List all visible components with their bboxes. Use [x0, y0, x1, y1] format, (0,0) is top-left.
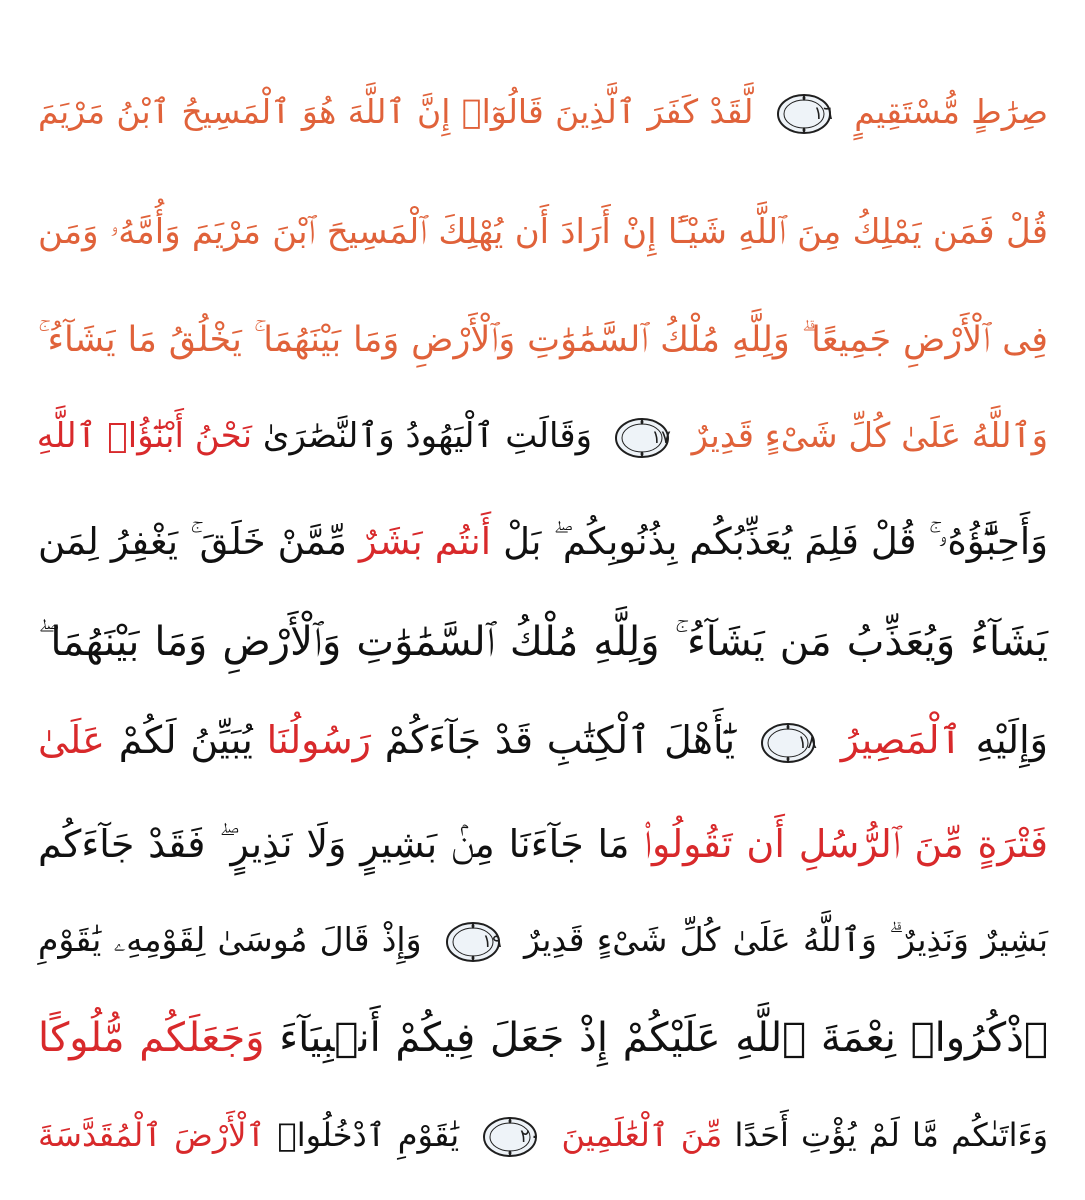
verse-text: يُبَيِّنُ لَكُمْ: [118, 718, 253, 762]
verse-line: [38, 386, 1048, 486]
highlighted-verse-text: أَنتُم بَشَرٌ: [358, 520, 492, 563]
ayah-number: ١٧: [651, 426, 671, 448]
verse-text: لَّقَدْ كَفَرَ ٱلَّذِينَ قَالُوٓا۟ إِنَّ ٱللَّهَ هُوَ ٱلْمَسِيحُ ٱبْنُ مَرْيَمَ: [38, 92, 754, 131]
mushaf-page: [38, 0, 1048, 1200]
ayah-number-marker: [759, 721, 817, 765]
verse-line: [38, 890, 1048, 990]
ayah-number: ١٨: [797, 731, 817, 753]
verse-text: وَءَاتَىٰكُم مَّا لَمْ يُؤْتِ أَحَدًا: [734, 1116, 1049, 1154]
verse-text: ٱذْكُرُوا۟ نِعْمَةَ ٱللَّهِ عَلَيْكُمْ إِذْ جَعَلَ فِيكُمْ أَنۢبِيَآءَ: [279, 1015, 1048, 1061]
verse-text: مِّمَّنْ خَلَقَ ۚ يَغْفِرُ لِمَن: [38, 520, 347, 563]
ayah-number-marker: [775, 92, 833, 136]
verse-line: [38, 62, 1048, 162]
verse-line: [38, 290, 1048, 390]
verse-line: [38, 1085, 1048, 1185]
verse-line: [38, 182, 1048, 282]
ayah-number-marker: [481, 1115, 539, 1159]
verse-text: صِرَٰطٍ مُّسْتَقِيمٍ: [854, 92, 1048, 131]
highlighted-verse-text: فَتْرَةٍ مِّنَ ٱلرُّسُلِ أَن تَقُولُوا۟: [643, 822, 1048, 866]
ayah-number-marker: [613, 416, 671, 460]
ayah-number: ١٩: [482, 930, 502, 952]
verse-text: بَشِيرٌ وَنَذِيرٌ ۗ وَٱللَّهُ عَلَىٰ كُلِّ شَىْءٍ قَدِيرٌ: [524, 920, 1048, 959]
verse-text: يَٰٓأَهْلَ ٱلْكِتَٰبِ قَدْ جَآءَكُمْ: [384, 718, 736, 762]
verse-text: قُلْ فَمَن يَمْلِكُ مِنَ ٱللَّهِ شَيْـًٔا إِنْ أَرَادَ أَن يُهْلِكَ ٱلْمَسِيحَ ٱبْنَ مَرْيَمَ وَأُمَّهُۥ وَمَن: [38, 212, 1048, 252]
verse-line: [38, 592, 1048, 692]
verse-line: [38, 988, 1048, 1088]
verse-text: يَشَآءُ وَيُعَذِّبُ مَن يَشَآءُ ۚ وَلِلَّهِ مُلْكُ ٱلسَّمَٰوَٰتِ وَٱلْأَرْضِ وَمَا بَيْنَهُمَا ۖ: [38, 619, 1048, 665]
ayah-number: ١٦: [813, 102, 833, 124]
verse-text: وَإِذْ قَالَ مُوسَىٰ لِقَوْمِهِۦ يَٰقَوْمِ: [38, 920, 422, 959]
verse-text: وَقَالَتِ ٱلْيَهُودُ وَٱلنَّصَٰرَىٰ: [262, 416, 592, 456]
verse-text: يَٰقَوْمِ ٱدْخُلُوا۟: [277, 1116, 460, 1154]
highlighted-verse-text: نَحْنُ أَبْنَٰٓؤُا۟ ٱللَّهِ: [36, 416, 253, 456]
verse-text: مَا جَآءَنَا مِنۢ بَشِيرٍ وَلَا نَذِيرٍ ۖ فَقَدْ جَآءَكُم: [38, 822, 630, 866]
verse-text: وَٱللَّهُ عَلَىٰ كُلِّ شَىْءٍ قَدِيرٌ: [691, 416, 1048, 456]
verse-text: وَإِلَيْهِ: [975, 718, 1048, 762]
highlighted-verse-text: عَلَىٰ: [38, 718, 105, 762]
verse-line: [38, 492, 1048, 592]
verse-line: [38, 794, 1048, 894]
verse-text: وَأَحِبَّٰٓؤُهُۥ ۚ قُلْ فَلِمَ يُعَذِّبُكُم بِذُنُوبِكُم ۖ بَلْ: [503, 520, 1049, 563]
highlighted-verse-text: ٱلْأَرْضَ ٱلْمُقَدَّسَةَ: [38, 1116, 266, 1154]
verse-line: [38, 690, 1048, 790]
ayah-number-marker: [444, 920, 502, 964]
highlighted-verse-text: وَجَعَلَكُم مُّلُوكًا: [38, 1015, 265, 1061]
highlighted-verse-text: مِّنَ ٱلْعَٰلَمِينَ: [561, 1116, 723, 1154]
highlighted-verse-text: ٱلْمَصِيرُ: [840, 718, 962, 762]
ayah-number: ٢٠: [520, 1126, 540, 1147]
highlighted-verse-text: رَسُولُنَا: [266, 718, 372, 762]
verse-text: فِى ٱلْأَرْضِ جَمِيعًا ۗ وَلِلَّهِ مُلْكُ ٱلسَّمَٰوَٰتِ وَٱلْأَرْضِ وَمَا بَيْنَهُمَا ۚ يَخْلُقُ مَا يَشَآءُ ۚ: [38, 320, 1048, 360]
